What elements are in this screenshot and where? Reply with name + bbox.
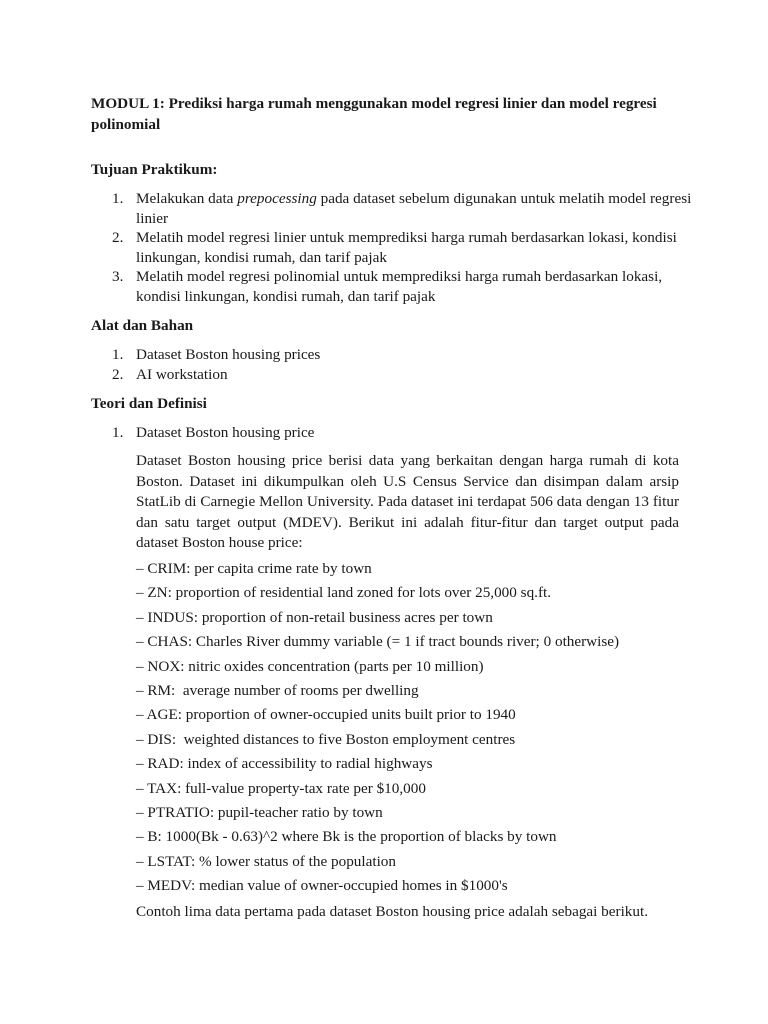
closing-sentence: Contoh lima data pertama pada dataset Boston housing price adalah sebagai berikut. (136, 903, 648, 920)
list-number: 2. (112, 365, 124, 383)
tujuan-item-2 (112, 228, 692, 267)
alat-item-text: AI workstation (136, 365, 228, 383)
list-number: 1. (112, 346, 124, 363)
tujuan-item-1 (112, 189, 692, 228)
feature-item-rad: – RAD: index of accessibility to radial highways (136, 755, 433, 773)
tujuan-item-text-italic: prepocessing (237, 190, 317, 207)
teori-list (112, 423, 692, 443)
heading-alat-dan-bahan: Alat dan Bahan (91, 317, 194, 334)
feature-item-age: – AGE: proportion of owner-occupied units built prior to 1940 (136, 706, 516, 724)
alat-item-text: Dataset Boston housing prices (136, 346, 321, 363)
feature-item-indus: – INDUS: proportion of non-retail business acres per town (136, 608, 493, 626)
feature-item-rm: – RM: average number of rooms per dwelling (136, 681, 419, 699)
feature-item-chas: – CHAS: Charles River dummy variable (= 1 if tract bounds river; 0 otherwise) (136, 633, 620, 651)
alat-list (112, 345, 692, 384)
list-number: 2. (112, 229, 124, 246)
teori-item-1 (112, 423, 692, 443)
feature-item-dis: – DIS: weighted distances to five Boston employment centres (136, 730, 516, 748)
heading-teori-dan-definisi: Teori dan Definisi (91, 395, 207, 412)
list-number: 1. (112, 424, 124, 441)
alat-item-2 (112, 365, 692, 385)
tujuan-item-text: Melatih model regresi polinomial untuk memprediksi harga rumah berdasarkan lokasi, kondisi linkungan, kondisi rumah, dan tarif pajak (136, 268, 663, 305)
list-number: 3. (112, 268, 124, 285)
feature-item-ptratio: – PTRATIO: pupil-teacher ratio by town (136, 803, 383, 821)
heading-tujuan-praktikum: Tujuan Praktikum: (91, 161, 218, 178)
feature-item-b: – B: 1000(Bk - 0.63)^2 where Bk is the proportion of blacks by town (136, 828, 557, 846)
tujuan-list (112, 189, 692, 306)
feature-item-zn: – ZN: proportion of residential land zoned for lots over 25,000 sq.ft. (136, 584, 552, 602)
list-number: 1. (112, 190, 124, 207)
feature-item-tax: – TAX: full-value property-tax rate per $10,000 (136, 779, 426, 797)
feature-item-lstat: – LSTAT: % lower status of the population (136, 852, 396, 870)
alat-item-1 (112, 345, 692, 365)
dataset-description-paragraph: Dataset Boston housing price berisi data yang berkaitan dengan harga rumah di kota Boston. Dataset ini dikumpulkan oleh U.S Census Service dan disimpan dalam arsip StatLib di Carnegie Mellon University. Pada dataset ini terdapat 506 data dengan 13 fitur dan satu target output (MDEV). Berikut ini adalah fitur-fitur dan target output pada dataset Boston house price: (136, 452, 679, 552)
document-title: MODUL 1: Prediksi harga rumah menggunakan model regresi linier dan model regresi polinomial (91, 95, 657, 133)
tujuan-item-3 (112, 267, 692, 306)
feature-list (136, 559, 619, 900)
tujuan-item-text-before: Melakukan data (136, 190, 238, 207)
tujuan-item-text: Melatih model regresi linier untuk memprediksi harga rumah berdasarkan lokasi, kondisi linkungan, kondisi rumah, dan tarif pajak (136, 229, 677, 266)
feature-item-crim: – CRIM: per capita crime rate by town (136, 560, 372, 577)
feature-item-medv: – MEDV: median value of owner-occupied homes in $1000's (136, 877, 508, 895)
teori-item-text: Dataset Boston housing price (136, 424, 315, 441)
feature-item-nox: – NOX: nitric oxides concentration (parts per 10 million) (136, 657, 484, 675)
tujuan-item-text-after: pada dataset sebelum digunakan untuk melatih model regresi linier (136, 190, 692, 227)
